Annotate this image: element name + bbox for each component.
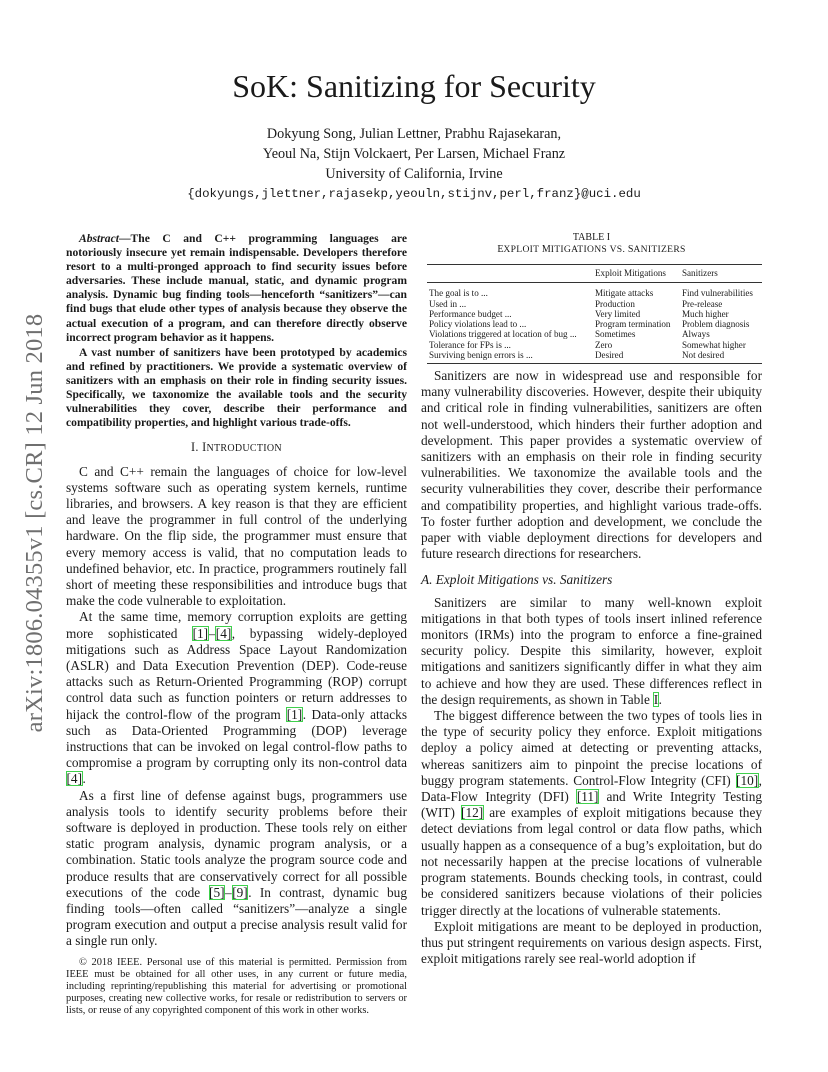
table-cell: Production: [594, 298, 635, 309]
table-cell: Violations triggered at location of bug ...: [429, 329, 577, 340]
table-header-row: [427, 268, 762, 283]
citation-dash: –: [208, 625, 216, 641]
citation-link[interactable]: [4]: [66, 771, 83, 787]
table-cell: Problem diagnosis: [681, 319, 750, 330]
caption-xploit: XPLOIT: [503, 244, 542, 255]
table-cell: Surviving benign errors is ...: [427, 350, 593, 364]
table-cell: Program termination: [594, 319, 671, 330]
table-cell: Zero: [594, 339, 613, 350]
author-names-line-2: Yeoul Na, Stijn Volckaert, Per Larsen, Michael Franz: [262, 146, 566, 162]
table-cell: Sometimes: [594, 329, 636, 340]
table-cell: Policy violations lead to ...: [429, 319, 527, 330]
right-p3-text-d: are examples of exploit mitigations because they detect deviations from legal control or data flow paths, which usually happen as a consequence of a bug’s exploitation, but do not necessarily happen at the precise locations of vulnerable program statements. Bounds checking tools, in contrast, could be considered sanitizers because violations of their policies trigger directly at the locations of vulnerable statements.: [421, 805, 763, 918]
table-row: [427, 319, 762, 329]
section-heading-rest: NTRODUCTION: [206, 443, 282, 455]
table-header-cell: Sanitizers: [680, 268, 762, 283]
table-caption: [421, 244, 762, 256]
right-paragraph-3: [421, 708, 762, 919]
intro-paragraph-2: [66, 609, 407, 787]
table-cell: The goal is to ...: [429, 288, 488, 299]
copyright-notice: © 2018 IEEE. Personal use of this material is permitted. Permission from IEEE must be obtained for all other uses, in any current or future media, including reprinting/republishing this material for advertising or promotional purposes, creating new collective works, for resale or redistribution to servers or lists, or reuse of any copyrighted component of this work in other works.: [66, 956, 407, 1017]
table-1: [421, 232, 762, 364]
right-p3-text-b: , Data-Flow Integrity (DFI): [421, 772, 762, 805]
caption-anitizers: ANITIZERS: [633, 244, 686, 255]
table-label: TABLE I: [572, 232, 611, 243]
abstract-label: Abstract: [79, 232, 119, 245]
table-cell: Pre-release: [681, 298, 723, 309]
table-cell: Always: [681, 329, 710, 340]
citation-link[interactable]: [1]: [286, 706, 303, 722]
intro-p2-text-c: . Data-only attacks such as Data-Oriented Programming (DOP) leverage instructions that can be invoked on legal control-flow paths to compromise a program by corrupting only its non-control data: [66, 706, 408, 771]
intro-paragraph-3: [66, 788, 407, 950]
intro-p2-text-d: .: [82, 771, 86, 787]
abstract-text-1: —The C and C++ programming languages are notoriously insecure yet remain indispensable. Developers therefore resort to a multi-pronged approach to find security issues before adversaries. These include manual, static, and dynamic program analysis. Dynamic bug finding tools—henceforth “sanitizers”—can find bugs that elude other types of analysis because they observe the actual execution of a program, and can therefore directly observe incorrect program behavior as it happens.: [66, 232, 407, 344]
table-row: [427, 340, 762, 350]
paper-title: SoK: Sanitizing for Security: [232, 68, 596, 104]
left-column: [66, 232, 407, 1018]
section-heading-first-letter: I: [202, 440, 207, 455]
intro-p2-text-b: , bypassing widely-deployed mitigations such as Address Space Layout Randomization (ASLR) and Data Execution Prevention (DEP). Code-reuse attacks such as Return-Oriented Programming (ROP) corrupt control data such as function pointers or return addresses to hijack the control-flow of the program: [66, 625, 407, 722]
caption-itigations: ITIGATIONS VS.: [550, 244, 628, 255]
citation-link[interactable]: [9]: [232, 884, 248, 900]
intro-p3-text-b: . In contrast, dynamic bug finding tools—often called “sanitizers”—analyze a single program execution and output a precise analysis result valid for a single run only.: [66, 884, 407, 949]
table-cell: Very limited: [594, 308, 641, 319]
author-affiliation: University of California, Irvine: [325, 166, 503, 182]
intro-paragraph-1: C and C++ remain the languages of choice for low-level systems software such as operating system kernels, runtime libraries, and browsers. A key reason is that they are efficient and leave the programmer in full control of the underlying hardware. On the flip side, the programmer must ensure that every memory access is valid, that no computation leads to undefined behavior, etc. In practice, programmers routinely fall short of meeting these responsibilities and introduce bugs that make the code vulnerable to exploitation.: [66, 463, 407, 609]
table-cell: Performance budget ...: [429, 308, 512, 319]
citation-link[interactable]: [10]: [736, 772, 759, 788]
table-row: [427, 283, 762, 299]
comparison-table: [427, 264, 762, 364]
table-header-cell: [427, 268, 593, 283]
caption-e: E: [497, 244, 504, 255]
table-row: [427, 309, 762, 319]
right-p3-text-c: and Write Integrity Testing (WIT): [421, 789, 762, 821]
table-cell: Used in ...: [429, 298, 467, 309]
table-cell: Not desired: [680, 350, 762, 364]
citation-link[interactable]: [5]: [209, 884, 225, 900]
caption-s: S: [627, 244, 634, 255]
right-paragraph-2: [421, 595, 762, 708]
section-heading-introduction: [66, 439, 407, 457]
subsection-heading: A. Exploit Mitigations vs. Sanitizers: [421, 572, 613, 588]
intro-p2-text-a: At the same time, memory corruption exploits are getting more sophisticated: [66, 609, 407, 641]
table-cell: Tolerance for FPs is ...: [429, 339, 511, 350]
arxiv-stamp: [20, 288, 50, 758]
table-cell: Find vulnerabilities: [681, 288, 753, 299]
author-emails: {dokyungs,jlettner,rajasekp,yeouln,stijnv,perl,franz}@uci.edu: [187, 187, 641, 201]
citation-link[interactable]: [1]: [192, 625, 209, 641]
table-header-cell: Exploit Mitigations: [593, 268, 680, 283]
citation-link[interactable]: [12]: [461, 805, 484, 821]
citation-dash: –: [225, 884, 232, 900]
author-names-line-1: Dokyung Song, Julian Lettner, Prabhu Rajasekaran,: [266, 126, 562, 142]
table-cell: Desired: [593, 350, 680, 364]
right-paragraph-4: Exploit mitigations are meant to be deployed in production, thus put stringent requirements on various design aspects. First, exploit mitigations rarely see real-world adoption if: [421, 918, 762, 967]
table-cell: Somewhat higher: [681, 339, 746, 350]
right-p3-text-a: The biggest difference between the two types of tools lies in the type of security policy they enforce. Exploit mitigations deploy a policy aimed at detecting or preventing attacks, whereas sanitizers aim to pinpoint the precise locations of buggy program statements. Control-Flow Integrity (CFI): [421, 708, 762, 788]
section-number: I.: [191, 440, 203, 455]
author-block: [0, 124, 828, 204]
abstract-paragraph-1: [66, 232, 407, 345]
citation-link[interactable]: [4]: [215, 625, 232, 641]
citation-link[interactable]: [11]: [576, 789, 599, 805]
table-cell: Mitigate attacks: [594, 288, 654, 299]
arxiv-stamp-text: arXiv:1806.04355v1 [cs.CR] 12 Jun 2018: [21, 313, 48, 733]
right-paragraph-1: Sanitizers are now in widespread use and responsible for many vulnerability discoveries. However, despite their ubiquity and critical role in finding vulnerabilities, sanitizers are often not well-understood, which hinders their further adoption and development. This paper provides a systematic overview of sanitizers with an emphasis on their role in finding security vulnerabilities. We taxonomize the available tools and the security vulnerabilities they cover, describe their performance and compatibility properties, and highlight various trade-offs. To foster further adoption and development, we conclude the paper with viable deployment directions for developers and future research directions for researchers.: [421, 368, 762, 562]
right-column: [421, 368, 762, 967]
abstract-paragraph-2: A vast number of sanitizers have been prototyped by academics and refined by practitioners. We provide a systematic overview of sanitizers with an emphasis on their role in finding security issues. Specifically, we taxonomize the available tools and the security vulnerabilities they cover, describe their performance and compatibility properties, and highlight various trade-offs.: [66, 345, 407, 430]
table-row: [427, 350, 762, 364]
table-reference-link[interactable]: I: [653, 691, 659, 707]
right-p2-text-b: .: [658, 691, 662, 707]
intro-p3-text-a: As a first line of defense against bugs, programmers use analysis tools to identify security problems before their software is deployed in production. These tools rely on either static program analysis, dynamic program analysis, or a combination. Static tools analyze the program source code and produce results that are conservatively correct for all possible executions of the code: [66, 787, 407, 900]
caption-m: M: [541, 244, 551, 255]
table-row: [427, 299, 762, 309]
table-row: [427, 329, 762, 339]
table-cell: Much higher: [681, 308, 729, 319]
right-p2-text-a: Sanitizers are similar to many well-known exploit mitigations in that both types of tools insert inlined reference monitors (IRMs) into the program to enforce a fine-grained security policy. Despite this similarity, however, exploit mitigations and sanitizers significantly differ in what they aim to achieve and how they are used. These differences reflect in the design requirements, as shown in Table: [421, 594, 762, 707]
